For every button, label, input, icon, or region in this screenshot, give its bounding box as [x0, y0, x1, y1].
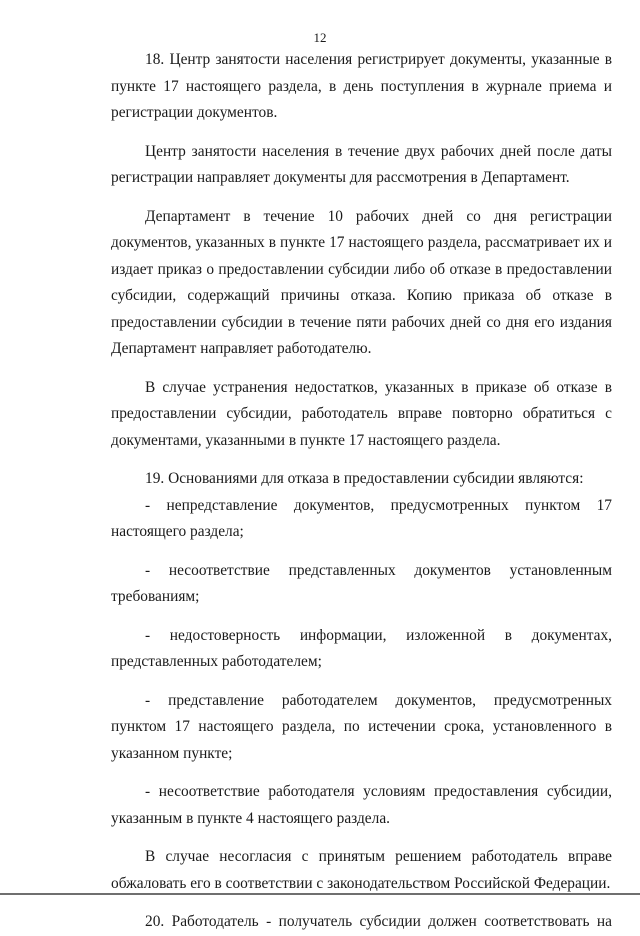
paragraph-20: 20. Работодатель - получатель субсидии должен соответствовать на: [145, 913, 612, 930]
paragraph-19-heading: 19. Основаниями для отказа в предоставлении субсидии являются:: [145, 470, 584, 487]
list-item-unreliable-information: - недостоверность информации, изложенной в документах, представленных работодателем;: [111, 626, 612, 670]
paragraph-registration-transfer: Центр занятости населения в течение двух рабочих дней после даты регистрации направляет документы для рассмотрения в Департамент.: [111, 142, 612, 186]
paragraph-department-review: Департамент в течение 10 рабочих дней со дня регистрации документов, указанных в пункте 17 настоящего раздела, рассматривает их и издает приказ о предоставлении субсидии либо об отказе в предоставлении субсидии, содержащий причины отказа. Копию приказа об отказе в предоставлении субсидии в течение пяти рабочих дней со дня его издания Департамент направляет работодателю.: [111, 207, 612, 357]
list-item-nonsubmission: - непредставление документов, предусмотренных пунктом 17 настоящего раздела;: [111, 496, 612, 540]
page-number: 12: [313, 30, 327, 45]
list-item-employer-noncompliance: - несоответствие работодателя условиям предоставления субсидии, указанным в пункте 4 настоящего раздела.: [111, 783, 612, 827]
paragraph-18: 18. Центр занятости населения регистрирует документы, указанные в пункте 17 настоящего раздела, в день поступления в журнале приема и регистрации документов.: [111, 51, 612, 121]
bottom-rule: [0, 893, 640, 895]
document-body: [111, 47, 612, 936]
paragraph-resubmission: В случае устранения недостатков, указанных в приказе об отказе в предоставлении субсидии, работодатель вправе повторно обратиться с документами, указанными в пункте 17 настоящего раздела.: [111, 378, 612, 449]
list-item-noncompliance-documents: - несоответствие представленных документов установленным требованиям;: [111, 561, 612, 605]
list-item-late-submission: - представление работодателем документов, предусмотренных пунктом 17 настоящего раздела, по истечении срока, установленного в указанном пункте;: [111, 691, 612, 762]
paragraph-appeal: В случае несогласия с принятым решением работодатель вправе обжаловать его в соответствии с законодательством Российской Федерации.: [111, 848, 612, 892]
